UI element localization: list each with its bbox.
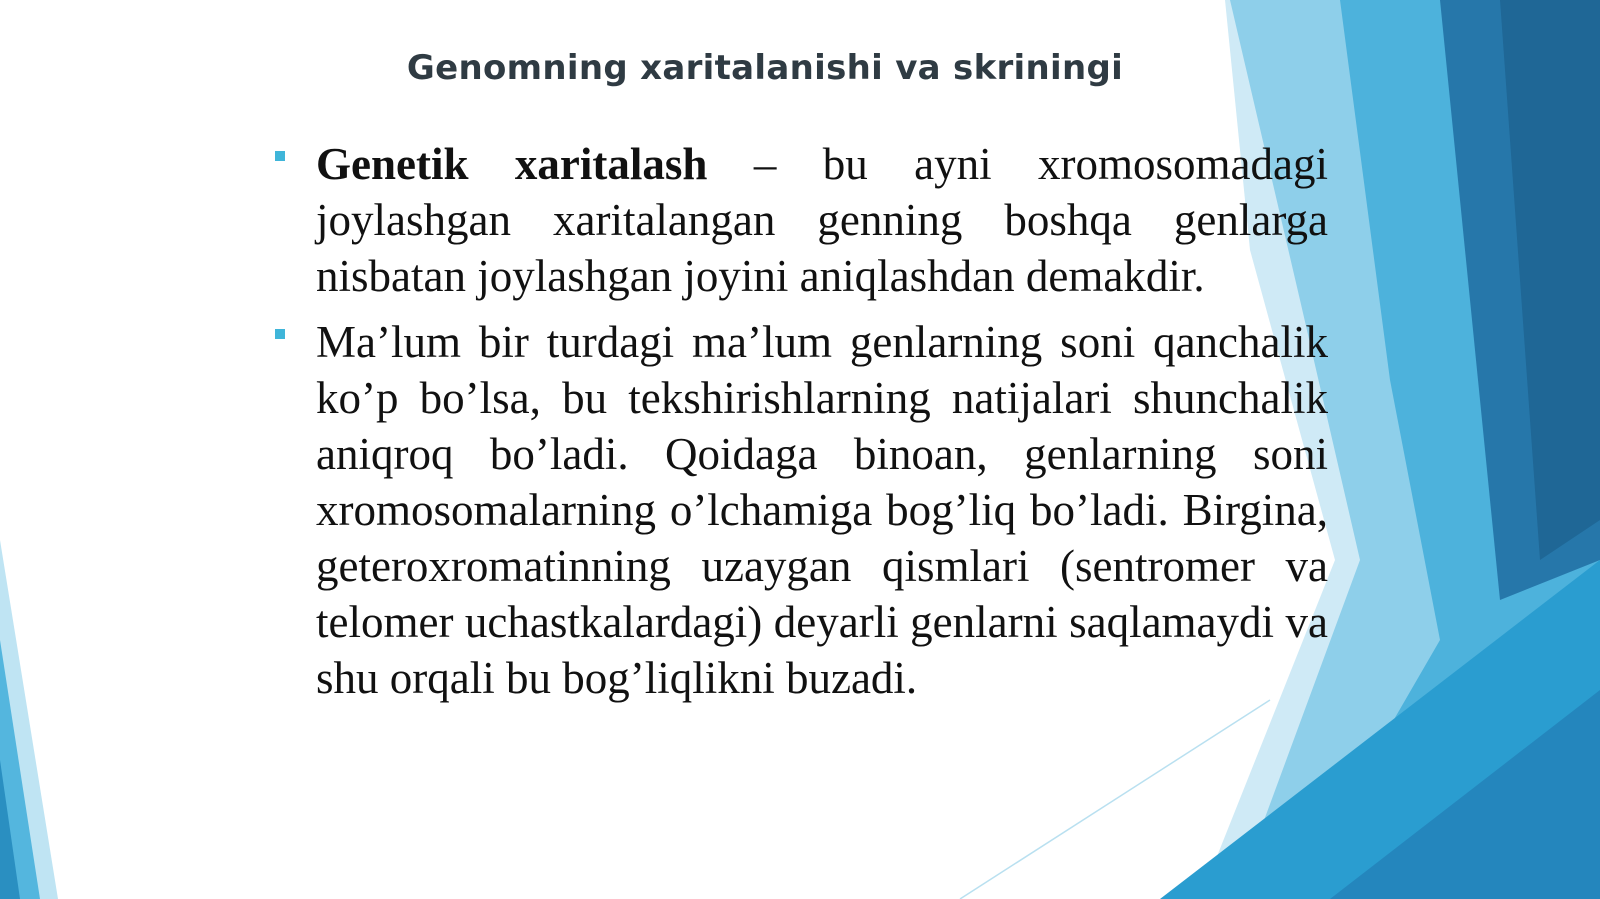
bullet-text: Ma’lum bir turdagi ma’lum genlarning soni qanchalik ko’p bo’lsa, bu tekshirishlarning natijalari shunchalik aniqroq bo’ladi. Qoidaga binoan, genlarning soni xromosomalarning o’lchamiga bog’liq bo’ladi. Birgina, geteroxromatinning uzaygan qismlari (sentromer va telomer uchastkalardagi) deyarli genlarni saqlamaydi va shu orqali bu bog’liqlikni buzadi. — [316, 317, 1328, 703]
bullet-text — [316, 136, 1328, 304]
square-bullet-icon — [275, 329, 285, 339]
definition-text: – bu ayni xromosomadagi joylashgan xaritalangan genning boshqa genlarga nisbatan joylashgan joyini aniqlashdan demakdir. — [316, 139, 1328, 301]
bullet-list — [268, 136, 1328, 716]
bullet-item-genetic-mapping — [268, 136, 1328, 304]
bold-term: Genetik xaritalash — [316, 139, 708, 189]
slide-title: Genomning xaritalanishi va skriningi — [406, 48, 1124, 88]
square-bullet-icon — [275, 151, 285, 161]
bullet-item-gene-count — [268, 314, 1328, 706]
